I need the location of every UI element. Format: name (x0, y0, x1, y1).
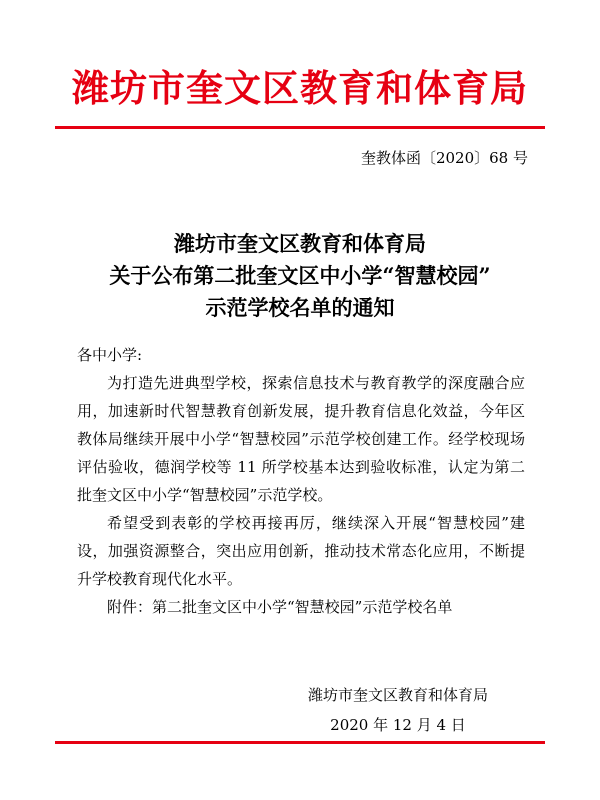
document-number: 奎教体函〔2020〕68 号 (360, 149, 528, 167)
notice-title-line-2: 关于公布第二批奎文区中小学“智慧校园” (109, 263, 491, 288)
signature-block (308, 680, 488, 740)
letterhead-title: 潍坊市奎文区教育和体育局 (72, 67, 528, 110)
attachment-line: 附件：第二批奎文区中小学“智慧校园”示范学校名单 (107, 598, 453, 616)
body-paragraph-2: 希望受到表彰的学校再接再厉，继续深入开展“智慧校园”建设，加强资源整合，突出应用创新，推动技术常态化应用，不断提升学校教育现代化水平。 (77, 514, 525, 588)
notice-body (77, 341, 525, 621)
body-paragraph-1: 为打造先进典型学校，探索信息技术与教育教学的深度融合应用，加速新时代智慧教育创新发展，提升教育信息化效益，今年区教体局继续开展中小学“智慧校园”示范学校创建工作。经学校现场评估验收，德润学校等 11 所学校基本达到验收标准，认定为第二批奎文区中小学“智慧校园”示范学校。 (77, 374, 525, 504)
notice-title-line-1: 潍坊市奎文区教育和体育局 (174, 231, 426, 256)
salutation: 各中小学: (77, 346, 143, 364)
notice-title-line-3: 示范学校名单的通知 (205, 295, 395, 320)
footer-red-rule (55, 741, 545, 744)
signature-date: 2020 年 12 月 4 日 (330, 716, 466, 734)
letterhead-red-rule (55, 126, 545, 129)
notice-title (60, 228, 540, 324)
signature-org: 潍坊市奎文区教育和体育局 (307, 686, 488, 704)
